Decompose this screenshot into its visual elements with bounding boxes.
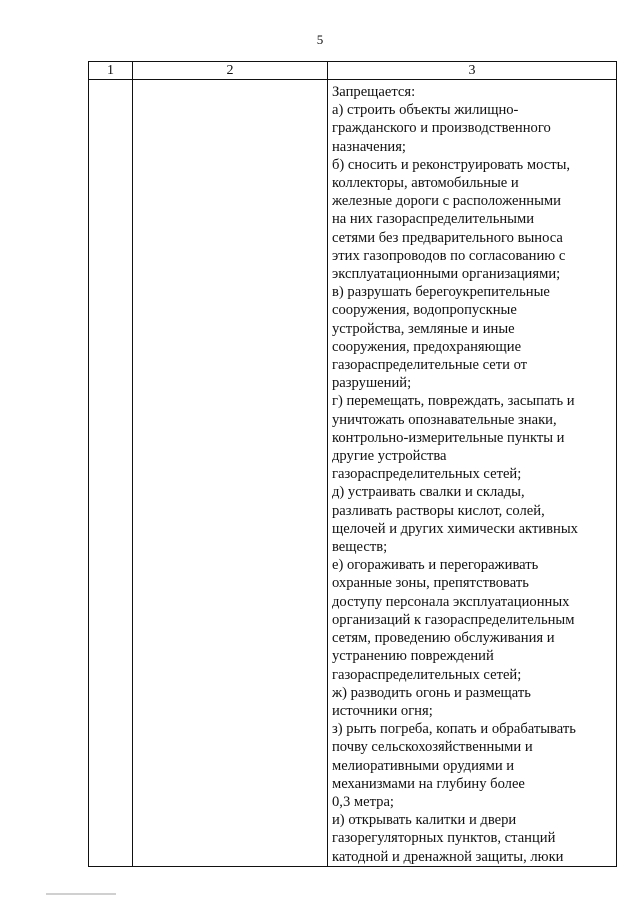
text-line: коллекторы, автомобильные и (332, 175, 519, 192)
page-number: 5 (316, 32, 324, 47)
text-line: на них газораспределительными (332, 211, 535, 228)
text-line: сооружения, водопропускные (332, 302, 517, 319)
text-line: назначения; (332, 138, 406, 155)
text-line: эксплуатационными организациями; (332, 266, 561, 283)
text-line: Запрещается: (332, 84, 416, 100)
text-line: уничтожать опознавательные знаки, (332, 411, 557, 428)
document-table (88, 61, 617, 867)
text-line: сооружения, предохраняющие (332, 338, 522, 355)
text-line: разливать растворы кислот, солей, (332, 502, 545, 519)
text-line: 0,3 метра; (332, 793, 394, 810)
text-line: разрушений; (332, 375, 412, 392)
table-row (89, 80, 617, 867)
column-header-2: 2 (133, 62, 328, 80)
table-header-row (89, 62, 617, 80)
text-line: контрольно-измерительные пункты и (332, 429, 565, 446)
text-line: мелиоративными орудиями и (332, 757, 515, 774)
text-line: сетями без предварительного выноса (332, 229, 563, 246)
text-line: г) перемещать, повреждать, засыпать и (332, 393, 575, 410)
text-line: и) открывать калитки и двери (332, 812, 517, 829)
text-line: другие устройства (332, 448, 447, 465)
text-line: железные дороги с расположенными (332, 193, 561, 210)
text-line: в) разрушать берегоукрепительные (332, 284, 550, 301)
text-line: ж) разводить огонь и размещать (332, 684, 531, 701)
column-3-cell (328, 80, 617, 867)
text-line: этих газопроводов по согласованию с (332, 247, 566, 264)
text-line: газораспределительных сетей; (332, 666, 522, 683)
column-header-3: 3 (328, 62, 617, 80)
text-line: источники огня; (332, 702, 433, 719)
text-line: д) устраивать свалки и склады, (332, 484, 525, 501)
text-line: охранные зоны, препятствовать (332, 575, 529, 592)
text-line: почву сельскохозяйственными и (332, 739, 533, 756)
footer-scan-mark (46, 893, 116, 895)
text-line: устранению повреждений (332, 648, 494, 665)
column-header-1: 1 (89, 62, 133, 80)
text-line: катодной и дренажной защиты, люки (332, 848, 564, 865)
column-2-cell (133, 80, 328, 867)
text-line: сетям, проведению обслуживания и (332, 630, 555, 647)
column-1-cell (89, 80, 133, 867)
text-line: веществ; (332, 539, 388, 556)
text-line: б) сносить и реконструировать мосты, (332, 156, 571, 173)
text-line: организаций к газораспределительным (332, 611, 575, 628)
text-line: газораспределительные сети от (332, 357, 528, 374)
text-line: газораспределительных сетей; (332, 466, 522, 483)
text-line: а) строить объекты жилищно- (332, 102, 519, 119)
text-line: гражданского и производственного (332, 120, 551, 137)
text-line: механизмами на глубину более (332, 775, 525, 792)
text-line: щелочей и других химически активных (332, 520, 578, 537)
text-line: газорегуляторных пунктов, станций (332, 830, 556, 847)
text-line: е) огораживать и перегораживать (332, 557, 539, 574)
text-line: доступу персонала эксплуатационных (332, 593, 570, 610)
text-line: устройства, земляные и иные (332, 320, 515, 337)
prohibitions-text (328, 80, 616, 866)
text-line: з) рыть погреба, копать и обрабатывать (332, 721, 576, 738)
